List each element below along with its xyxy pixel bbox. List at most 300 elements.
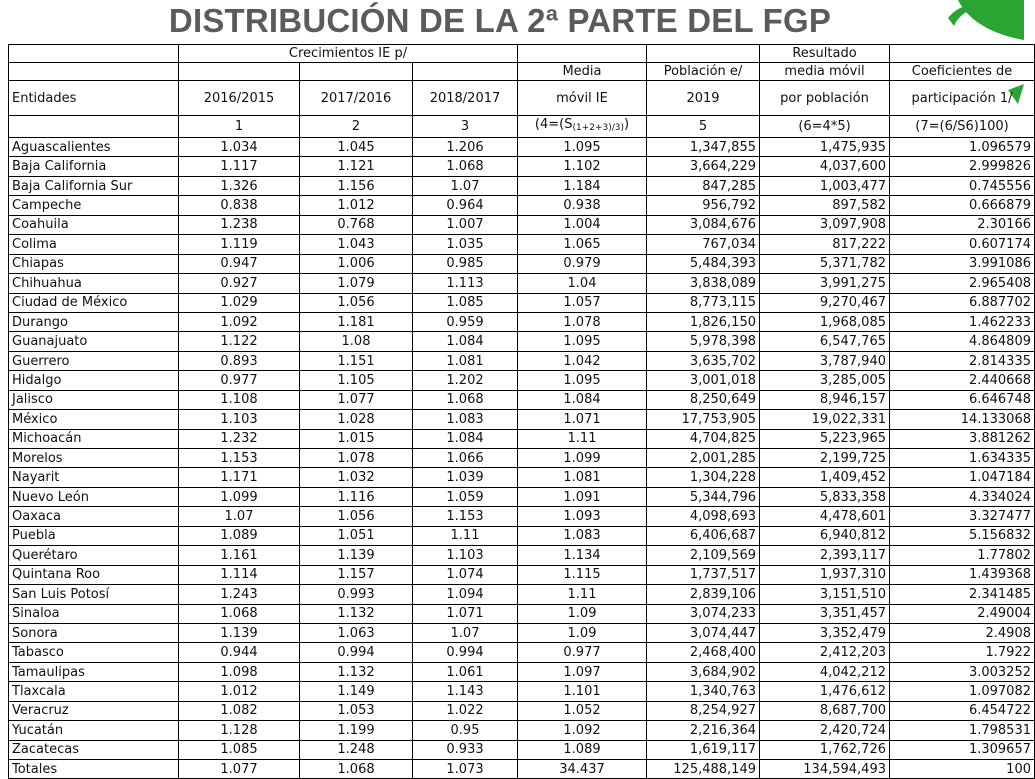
header-cell — [647, 45, 760, 63]
header-entidades: Entidades — [9, 81, 179, 116]
entity-cell: San Luis Potosí — [9, 585, 179, 604]
value-cell-c6: 8,687,700 — [760, 701, 890, 720]
totals-row — [9, 760, 1035, 779]
value-cell-c1: 1.085 — [179, 740, 300, 759]
value-cell-c4: 1.091 — [518, 487, 647, 506]
value-cell-c5: 2,001,285 — [647, 449, 760, 468]
header-poblacion: Población e/ — [647, 63, 760, 81]
value-cell-c1: 1.068 — [179, 604, 300, 623]
value-cell-c6: 4,042,212 — [760, 662, 890, 681]
value-cell-c4: 1.134 — [518, 546, 647, 565]
value-cell-c3: 1.143 — [413, 682, 518, 701]
value-cell-c7: 3.991086 — [890, 254, 1035, 273]
table-row — [9, 293, 1035, 312]
table-row — [9, 721, 1035, 740]
value-cell-c1: 1.171 — [179, 468, 300, 487]
value-cell-c4: 1.065 — [518, 235, 647, 254]
entity-cell: Durango — [9, 312, 179, 331]
formula-4-sub: (1+2+3)/3) — [572, 123, 625, 133]
value-cell-c5: 3,838,089 — [647, 274, 760, 293]
value-cell-c4: 1.04 — [518, 274, 647, 293]
value-cell-c1: 1.089 — [179, 526, 300, 545]
entity-cell: Chihuahua — [9, 274, 179, 293]
value-cell-c7: 5.156832 — [890, 526, 1035, 545]
entity-cell: Tlaxcala — [9, 682, 179, 701]
value-cell-c3: 1.071 — [413, 604, 518, 623]
value-cell-c4: 1.081 — [518, 468, 647, 487]
value-cell-c4: 1.083 — [518, 526, 647, 545]
table-row — [9, 585, 1035, 604]
table-row — [9, 487, 1035, 506]
entity-cell: Querétaro — [9, 546, 179, 565]
table-row — [9, 643, 1035, 662]
value-cell-c5: 17,753,905 — [647, 410, 760, 429]
value-cell-c7: 1.77802 — [890, 546, 1035, 565]
value-cell-c3: 1.153 — [413, 507, 518, 526]
header-col-3: 3 — [413, 116, 518, 138]
table-row — [9, 351, 1035, 370]
value-cell-c2: 1.139 — [300, 546, 413, 565]
entity-cell: Aguascalientes — [9, 138, 179, 157]
value-cell-c1: 1.098 — [179, 662, 300, 681]
entity-cell: Totales — [9, 760, 179, 779]
entity-cell: Sinaloa — [9, 604, 179, 623]
value-cell-c2: 1.181 — [300, 312, 413, 331]
value-cell-c1: 0.927 — [179, 274, 300, 293]
value-cell-c7: 2.440668 — [890, 371, 1035, 390]
value-cell-c1: 1.238 — [179, 215, 300, 234]
value-cell-c3: 1.022 — [413, 701, 518, 720]
value-cell-c7: 0.607174 — [890, 235, 1035, 254]
value-cell-c3: 1.074 — [413, 565, 518, 584]
entity-cell: Morelos — [9, 449, 179, 468]
value-cell-c6: 3,151,510 — [760, 585, 890, 604]
value-cell-c5: 3,684,902 — [647, 662, 760, 681]
value-cell-c5: 956,792 — [647, 196, 760, 215]
value-cell-c1: 1.119 — [179, 235, 300, 254]
value-cell-c6: 134,594,493 — [760, 760, 890, 779]
value-cell-c2: 1.028 — [300, 410, 413, 429]
header-year-3: 2018/2017 — [413, 81, 518, 116]
page-title: DISTRIBUCIÓN DE LA 2ª PARTE DEL FGP — [168, 2, 832, 39]
value-cell-c1: 1.139 — [179, 623, 300, 642]
value-cell-c6: 3,351,457 — [760, 604, 890, 623]
distribution-table — [8, 44, 1035, 779]
value-cell-c2: 1.032 — [300, 468, 413, 487]
value-cell-c2: 1.151 — [300, 351, 413, 370]
value-cell-c4: 0.977 — [518, 643, 647, 662]
table-row — [9, 235, 1035, 254]
value-cell-c2: 1.068 — [300, 760, 413, 779]
value-cell-c2: 1.043 — [300, 235, 413, 254]
value-cell-c3: 1.068 — [413, 390, 518, 409]
value-cell-c6: 4,037,600 — [760, 157, 890, 176]
value-cell-c1: 0.977 — [179, 371, 300, 390]
value-cell-c6: 2,412,203 — [760, 643, 890, 662]
value-cell-c7: 1.309657 — [890, 740, 1035, 759]
value-cell-c4: 1.004 — [518, 215, 647, 234]
value-cell-c7: 4.864809 — [890, 332, 1035, 351]
header-participacion: participación 1/ — [890, 81, 1035, 116]
value-cell-c6: 1,475,935 — [760, 138, 890, 157]
value-cell-c5: 125,488,149 — [647, 760, 760, 779]
table-row — [9, 312, 1035, 331]
table-row — [9, 468, 1035, 487]
value-cell-c5: 1,619,117 — [647, 740, 760, 759]
value-cell-c3: 1.007 — [413, 215, 518, 234]
value-cell-c7: 3.881262 — [890, 429, 1035, 448]
value-cell-c7: 1.097082 — [890, 682, 1035, 701]
value-cell-c5: 4,704,825 — [647, 429, 760, 448]
entity-cell: Quintana Roo — [9, 565, 179, 584]
value-cell-c1: 1.07 — [179, 507, 300, 526]
value-cell-c4: 1.093 — [518, 507, 647, 526]
table-row — [9, 254, 1035, 273]
value-cell-c7: 6.887702 — [890, 293, 1035, 312]
value-cell-c5: 5,484,393 — [647, 254, 760, 273]
value-cell-c7: 2.999826 — [890, 157, 1035, 176]
value-cell-c1: 1.243 — [179, 585, 300, 604]
value-cell-c2: 1.156 — [300, 176, 413, 195]
entity-cell: Guerrero — [9, 351, 179, 370]
header-year-2: 2017/2016 — [300, 81, 413, 116]
table-row — [9, 410, 1035, 429]
header-row-1 — [9, 45, 1035, 63]
value-cell-c2: 1.063 — [300, 623, 413, 642]
value-cell-c6: 3,787,940 — [760, 351, 890, 370]
value-cell-c5: 8,254,927 — [647, 701, 760, 720]
value-cell-c6: 817,222 — [760, 235, 890, 254]
value-cell-c7: 1.439368 — [890, 565, 1035, 584]
value-cell-c1: 1.034 — [179, 138, 300, 157]
header-row-3 — [9, 81, 1035, 116]
value-cell-c7: 2.30166 — [890, 215, 1035, 234]
value-cell-c5: 5,344,796 — [647, 487, 760, 506]
table-row — [9, 371, 1035, 390]
header-por-poblacion: por población — [760, 81, 890, 116]
header-resultado: Resultado — [760, 45, 890, 63]
header-col-1: 1 — [179, 116, 300, 138]
value-cell-c1: 1.099 — [179, 487, 300, 506]
header-media-movil: media móvil — [760, 63, 890, 81]
table-row — [9, 526, 1035, 545]
value-cell-c7: 1.047184 — [890, 468, 1035, 487]
table-row — [9, 546, 1035, 565]
value-cell-c7: 2.49004 — [890, 604, 1035, 623]
table-row — [9, 138, 1035, 157]
header-cell — [9, 63, 179, 81]
value-cell-c2: 0.994 — [300, 643, 413, 662]
entity-cell: Oaxaca — [9, 507, 179, 526]
value-cell-c6: 2,420,724 — [760, 721, 890, 740]
header-cell — [890, 45, 1035, 63]
value-cell-c5: 1,347,855 — [647, 138, 760, 157]
value-cell-c6: 1,003,477 — [760, 176, 890, 195]
value-cell-c6: 3,991,275 — [760, 274, 890, 293]
value-cell-c3: 1.103 — [413, 546, 518, 565]
table-row — [9, 604, 1035, 623]
value-cell-c5: 1,340,763 — [647, 682, 760, 701]
entity-cell: Chiapas — [9, 254, 179, 273]
entity-cell: Colima — [9, 235, 179, 254]
value-cell-c3: 0.95 — [413, 721, 518, 740]
entity-cell: Guanajuato — [9, 332, 179, 351]
value-cell-c4: 1.095 — [518, 332, 647, 351]
value-cell-c6: 6,547,765 — [760, 332, 890, 351]
value-cell-c3: 1.07 — [413, 623, 518, 642]
header-row-formulas — [9, 116, 1035, 138]
value-cell-c2: 1.056 — [300, 507, 413, 526]
value-cell-c6: 5,223,965 — [760, 429, 890, 448]
value-cell-c4: 1.092 — [518, 721, 647, 740]
value-cell-c1: 1.153 — [179, 449, 300, 468]
value-cell-c3: 0.933 — [413, 740, 518, 759]
value-cell-c6: 6,940,812 — [760, 526, 890, 545]
value-cell-c5: 2,216,364 — [647, 721, 760, 740]
value-cell-c4: 1.097 — [518, 662, 647, 681]
value-cell-c6: 5,371,782 — [760, 254, 890, 273]
table-row — [9, 740, 1035, 759]
value-cell-c2: 1.051 — [300, 526, 413, 545]
entity-cell: Hidalgo — [9, 371, 179, 390]
table-row — [9, 682, 1035, 701]
value-cell-c1: 1.326 — [179, 176, 300, 195]
value-cell-c6: 2,199,725 — [760, 449, 890, 468]
header-cell — [413, 63, 518, 81]
value-cell-c2: 1.053 — [300, 701, 413, 720]
value-cell-c2: 1.149 — [300, 682, 413, 701]
value-cell-c4: 1.099 — [518, 449, 647, 468]
value-cell-c6: 1,476,612 — [760, 682, 890, 701]
value-cell-c1: 0.947 — [179, 254, 300, 273]
entity-cell: Nayarit — [9, 468, 179, 487]
table-row — [9, 565, 1035, 584]
value-cell-c7: 1.096579 — [890, 138, 1035, 157]
value-cell-c1: 1.092 — [179, 312, 300, 331]
table-row — [9, 196, 1035, 215]
value-cell-c7: 14.133068 — [890, 410, 1035, 429]
value-cell-c5: 1,826,150 — [647, 312, 760, 331]
value-cell-c1: 1.128 — [179, 721, 300, 740]
value-cell-c3: 1.059 — [413, 487, 518, 506]
header-col-4 — [518, 116, 647, 138]
value-cell-c1: 1.117 — [179, 157, 300, 176]
table-row — [9, 507, 1035, 526]
entity-cell: Zacatecas — [9, 740, 179, 759]
value-cell-c1: 1.114 — [179, 565, 300, 584]
header-coef: Coeficientes de — [890, 63, 1035, 81]
entity-cell: Yucatán — [9, 721, 179, 740]
value-cell-c5: 8,250,649 — [647, 390, 760, 409]
header-col-2: 2 — [300, 116, 413, 138]
value-cell-c7: 1.462233 — [890, 312, 1035, 331]
value-cell-c4: 1.09 — [518, 604, 647, 623]
value-cell-c4: 1.084 — [518, 390, 647, 409]
value-cell-c2: 1.077 — [300, 390, 413, 409]
value-cell-c4: 1.115 — [518, 565, 647, 584]
value-cell-c7: 3.327477 — [890, 507, 1035, 526]
value-cell-c2: 1.015 — [300, 429, 413, 448]
value-cell-c7: 1.798531 — [890, 721, 1035, 740]
value-cell-c4: 1.11 — [518, 429, 647, 448]
value-cell-c2: 1.157 — [300, 565, 413, 584]
entity-cell: Baja California Sur — [9, 176, 179, 195]
value-cell-c5: 3,074,233 — [647, 604, 760, 623]
value-cell-c5: 1,737,517 — [647, 565, 760, 584]
value-cell-c5: 6,406,687 — [647, 526, 760, 545]
value-cell-c2: 1.006 — [300, 254, 413, 273]
value-cell-c2: 1.105 — [300, 371, 413, 390]
value-cell-c6: 2,393,117 — [760, 546, 890, 565]
value-cell-c6: 1,937,310 — [760, 565, 890, 584]
value-cell-c7: 2.814335 — [890, 351, 1035, 370]
value-cell-c5: 3,635,702 — [647, 351, 760, 370]
entity-cell: Tabasco — [9, 643, 179, 662]
value-cell-c3: 1.07 — [413, 176, 518, 195]
entity-cell: Michoacán — [9, 429, 179, 448]
value-cell-c6: 5,833,358 — [760, 487, 890, 506]
header-cell — [518, 45, 647, 63]
entity-cell: Veracruz — [9, 701, 179, 720]
value-cell-c3: 1.11 — [413, 526, 518, 545]
value-cell-c5: 3,001,018 — [647, 371, 760, 390]
header-cell — [9, 45, 179, 63]
value-cell-c2: 1.199 — [300, 721, 413, 740]
value-cell-c2: 1.056 — [300, 293, 413, 312]
value-cell-c3: 1.084 — [413, 332, 518, 351]
value-cell-c1: 0.893 — [179, 351, 300, 370]
value-cell-c2: 1.132 — [300, 662, 413, 681]
value-cell-c7: 6.454722 — [890, 701, 1035, 720]
value-cell-c4: 1.089 — [518, 740, 647, 759]
header-year-1: 2016/2015 — [179, 81, 300, 116]
value-cell-c4: 1.11 — [518, 585, 647, 604]
table-row — [9, 157, 1035, 176]
value-cell-c5: 847,285 — [647, 176, 760, 195]
value-cell-c2: 1.248 — [300, 740, 413, 759]
value-cell-c1: 1.082 — [179, 701, 300, 720]
value-cell-c6: 3,097,908 — [760, 215, 890, 234]
header-cell — [9, 116, 179, 138]
entity-cell: México — [9, 410, 179, 429]
header-cell — [300, 63, 413, 81]
value-cell-c1: 1.122 — [179, 332, 300, 351]
value-cell-c4: 1.052 — [518, 701, 647, 720]
entity-cell: Baja California — [9, 157, 179, 176]
value-cell-c5: 2,839,106 — [647, 585, 760, 604]
value-cell-c7: 4.334024 — [890, 487, 1035, 506]
value-cell-c3: 1.113 — [413, 274, 518, 293]
value-cell-c2: 1.08 — [300, 332, 413, 351]
header-media: Media — [518, 63, 647, 81]
entity-cell: Campeche — [9, 196, 179, 215]
value-cell-c6: 897,582 — [760, 196, 890, 215]
value-cell-c5: 2,468,400 — [647, 643, 760, 662]
table-row — [9, 215, 1035, 234]
entity-cell: Tamaulipas — [9, 662, 179, 681]
formula-4-post: ) — [624, 117, 630, 132]
table-row — [9, 332, 1035, 351]
value-cell-c3: 1.073 — [413, 760, 518, 779]
entity-cell: Puebla — [9, 526, 179, 545]
header-movil-ie: móvil IE — [518, 81, 647, 116]
value-cell-c3: 1.083 — [413, 410, 518, 429]
value-cell-c3: 1.068 — [413, 157, 518, 176]
value-cell-c7: 0.666879 — [890, 196, 1035, 215]
value-cell-c6: 3,352,479 — [760, 623, 890, 642]
value-cell-c1: 1.077 — [179, 760, 300, 779]
value-cell-c4: 0.938 — [518, 196, 647, 215]
value-cell-c3: 0.959 — [413, 312, 518, 331]
value-cell-c7: 2.341485 — [890, 585, 1035, 604]
table-body — [9, 138, 1035, 779]
value-cell-c5: 1,304,228 — [647, 468, 760, 487]
value-cell-c2: 0.993 — [300, 585, 413, 604]
value-cell-c5: 4,098,693 — [647, 507, 760, 526]
value-cell-c7: 0.745556 — [890, 176, 1035, 195]
header-col-7: (7=(6/S6)100) — [890, 116, 1035, 138]
value-cell-c3: 0.964 — [413, 196, 518, 215]
value-cell-c3: 1.085 — [413, 293, 518, 312]
value-cell-c3: 1.084 — [413, 429, 518, 448]
entity-cell: Ciudad de México — [9, 293, 179, 312]
value-cell-c7: 1.634335 — [890, 449, 1035, 468]
value-cell-c3: 1.081 — [413, 351, 518, 370]
value-cell-c2: 1.012 — [300, 196, 413, 215]
value-cell-c6: 1,762,726 — [760, 740, 890, 759]
value-cell-c3: 1.039 — [413, 468, 518, 487]
value-cell-c2: 1.078 — [300, 449, 413, 468]
value-cell-c2: 1.132 — [300, 604, 413, 623]
value-cell-c3: 1.066 — [413, 449, 518, 468]
value-cell-c1: 1.103 — [179, 410, 300, 429]
value-cell-c3: 1.061 — [413, 662, 518, 681]
value-cell-c3: 0.985 — [413, 254, 518, 273]
value-cell-c4: 1.09 — [518, 623, 647, 642]
value-cell-c1: 1.012 — [179, 682, 300, 701]
value-cell-c7: 2.4908 — [890, 623, 1035, 642]
entity-cell: Sonora — [9, 623, 179, 642]
value-cell-c6: 19,022,331 — [760, 410, 890, 429]
value-cell-c4: 1.078 — [518, 312, 647, 331]
entity-cell: Jalisco — [9, 390, 179, 409]
value-cell-c4: 1.102 — [518, 157, 647, 176]
value-cell-c3: 1.206 — [413, 138, 518, 157]
value-cell-c5: 3,084,676 — [647, 215, 760, 234]
value-cell-c5: 2,109,569 — [647, 546, 760, 565]
value-cell-c3: 1.094 — [413, 585, 518, 604]
value-cell-c7: 6.646748 — [890, 390, 1035, 409]
value-cell-c3: 0.994 — [413, 643, 518, 662]
table-row — [9, 449, 1035, 468]
value-cell-c6: 4,478,601 — [760, 507, 890, 526]
table-row — [9, 662, 1035, 681]
formula-4-pre: (4=(S — [534, 117, 573, 132]
value-cell-c4: 34.437 — [518, 760, 647, 779]
value-cell-c4: 1.095 — [518, 371, 647, 390]
value-cell-c4: 0.979 — [518, 254, 647, 273]
value-cell-c1: 1.029 — [179, 293, 300, 312]
header-row-2 — [9, 63, 1035, 81]
value-cell-c7: 3.003252 — [890, 662, 1035, 681]
value-cell-c6: 1,409,452 — [760, 468, 890, 487]
distribution-table-frame — [8, 44, 1031, 777]
value-cell-c7: 1.7922 — [890, 643, 1035, 662]
table-row — [9, 390, 1035, 409]
value-cell-c2: 1.079 — [300, 274, 413, 293]
entity-cell: Coahuila — [9, 215, 179, 234]
value-cell-c1: 1.161 — [179, 546, 300, 565]
